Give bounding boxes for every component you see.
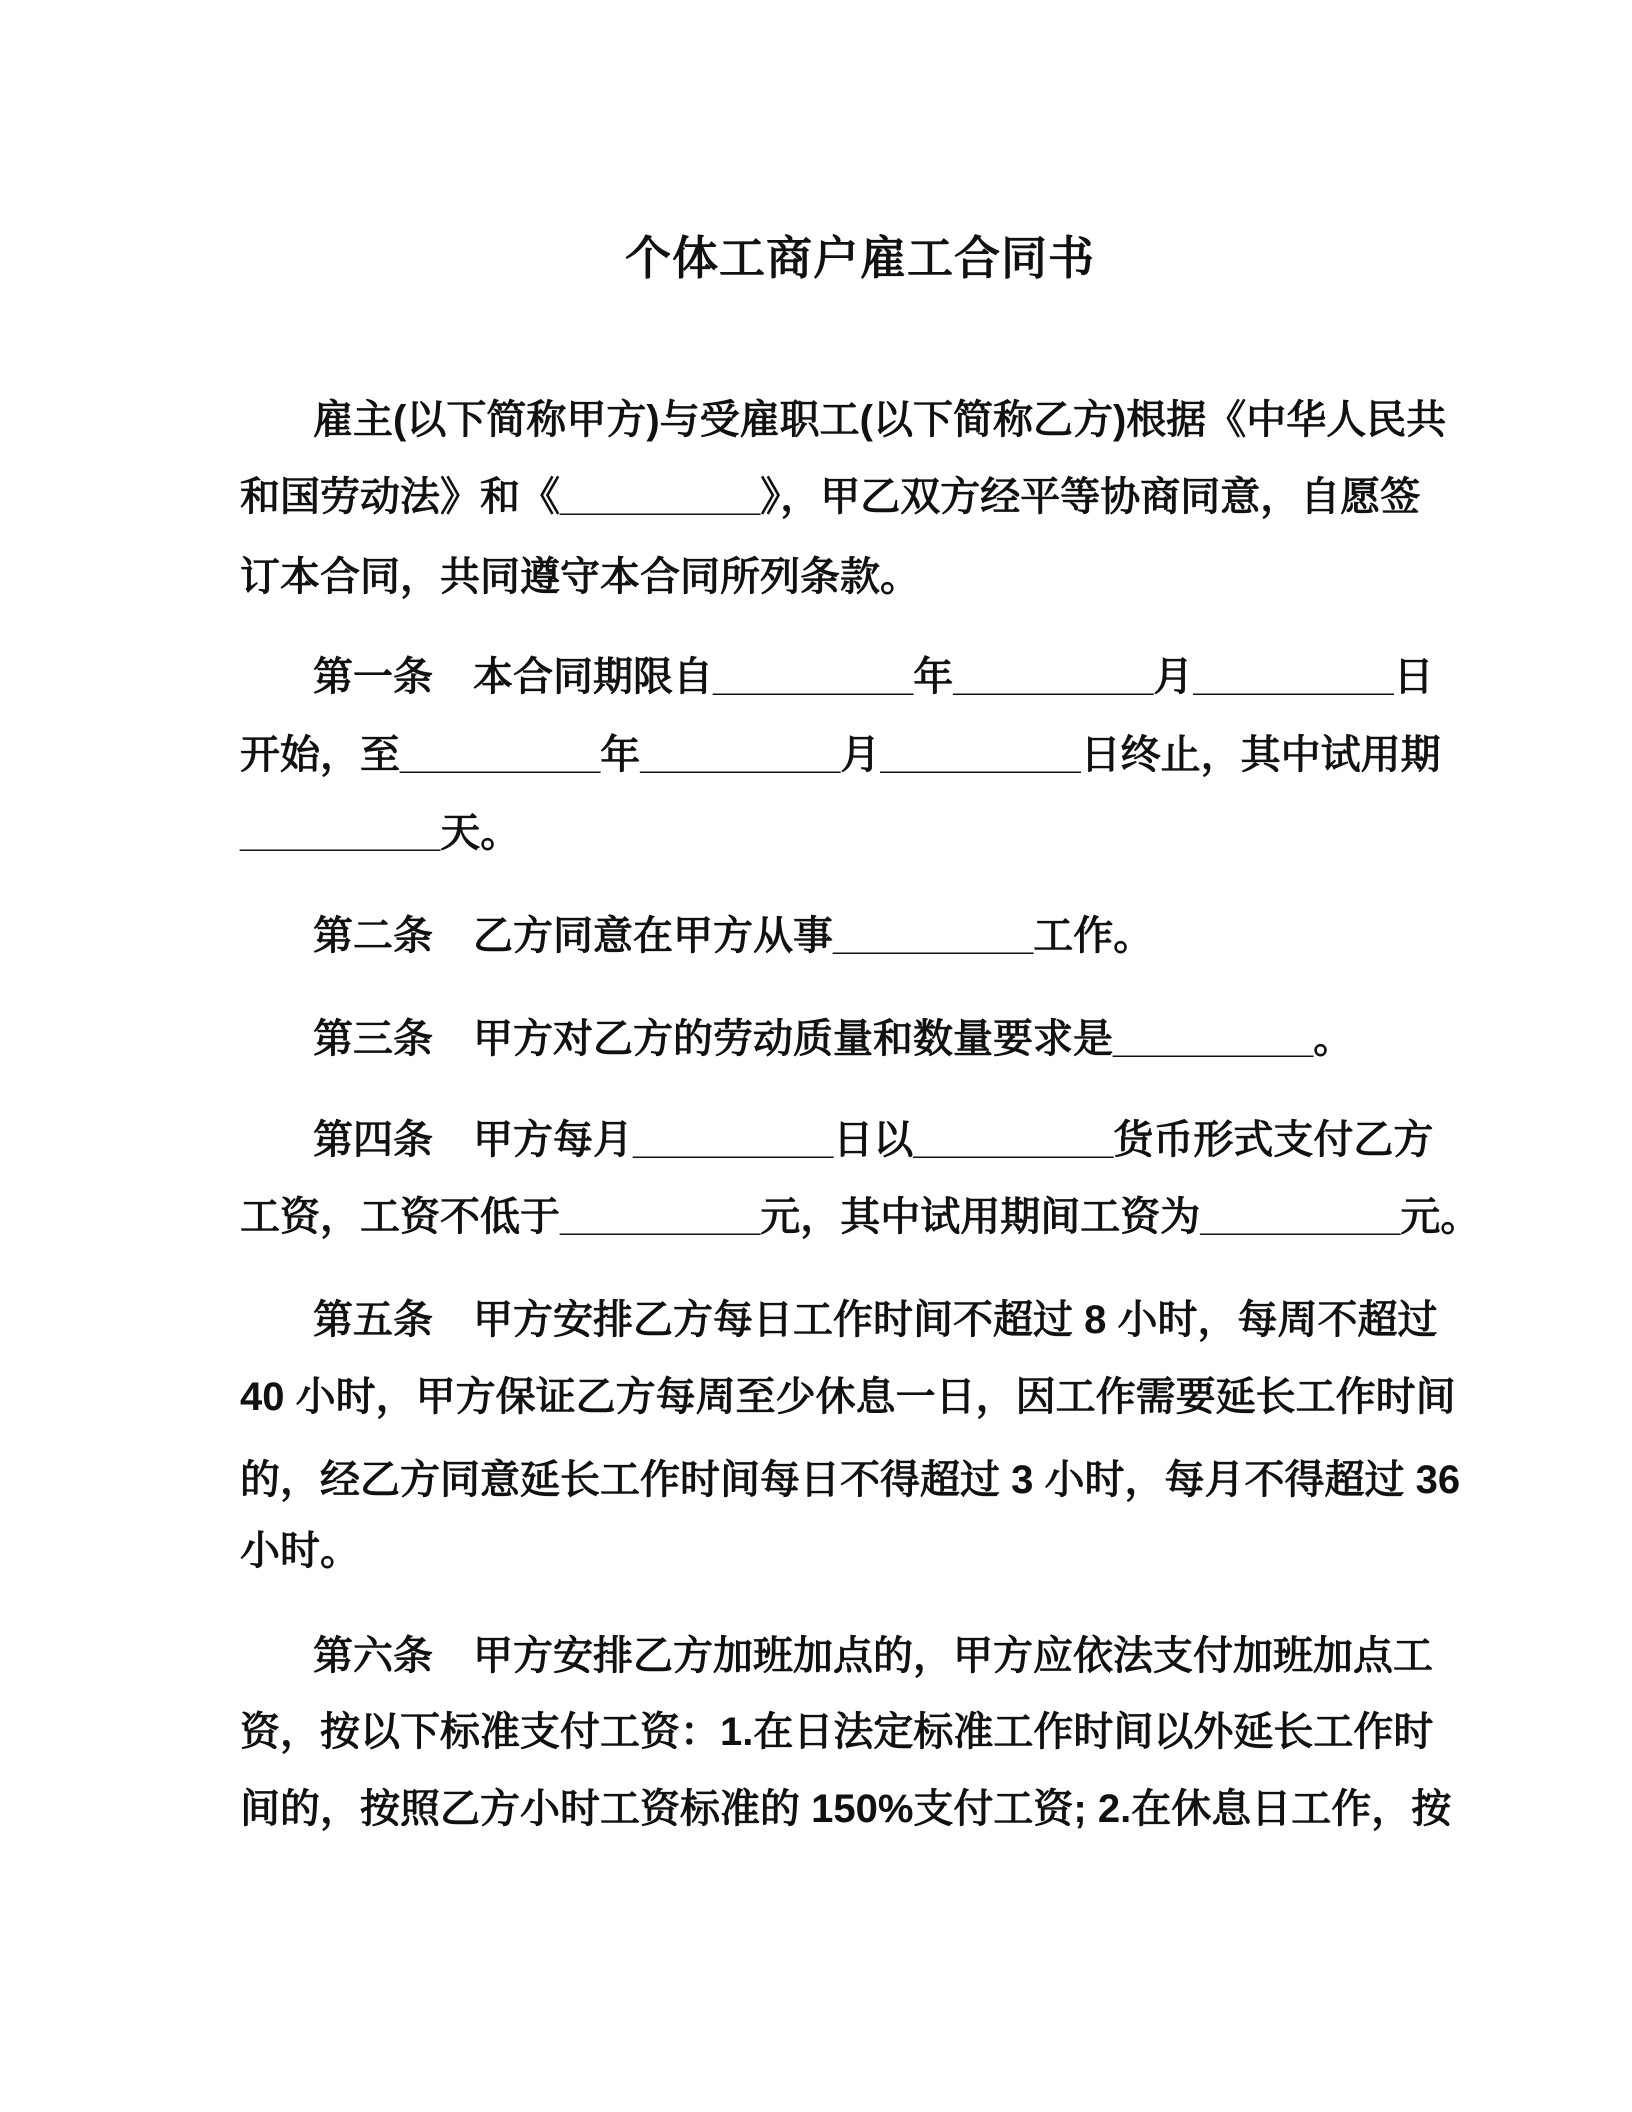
text-line: _________天。 [240, 811, 521, 855]
document-title: 个体工商户雇工合同书 [625, 232, 1095, 284]
text-line: 第四条 甲方每月_________日以_________货币形式支付乙方 [313, 1118, 1434, 1162]
text-line: 雇主(以下简称甲方)与受雇职工(以下简称乙方)根据《中华人民共 [313, 398, 1447, 442]
text-line: 第三条 甲方对乙方的劳动质量和数量要求是_________。 [313, 1017, 1354, 1061]
text-line: 工资，工资不低于_________元，其中试用期间工资为_________元。 [240, 1195, 1481, 1239]
text-line: 资，按以下标准支付工资：1.在日法定标准工作时间以外延长工作时 [240, 1710, 1434, 1754]
text-line: 小时。 [240, 1529, 360, 1573]
text-line: 间的，按照乙方小时工资标准的 150%支付工资; 2.在休息日工作，按 [240, 1787, 1452, 1831]
text-line: 的，经乙方同意延长工作时间每日不得超过 3 小时，每月不得超过 36 [240, 1458, 1461, 1502]
text-line: 第六条 甲方安排乙方加班加点的，甲方应依法支付加班加点工 [313, 1634, 1433, 1678]
text-line: 开始，至_________年_________月_________日终止，其中试用期 [240, 733, 1441, 777]
text-line: 40 小时，甲方保证乙方每周至少休息一日，因工作需要延长工作时间 [240, 1375, 1456, 1419]
text-line: 第一条 本合同期限自_________年_________月_________日 [313, 655, 1434, 699]
text-line: 第二条 乙方同意在甲方从事_________工作。 [313, 914, 1154, 958]
text-line: 第五条 甲方安排乙方每日工作时间不超过 8 小时，每周不超过 [313, 1298, 1438, 1342]
text-line: 和国劳动法》和《_________》，甲乙双方经平等协商同意，自愿签 [240, 475, 1421, 519]
text-line: 订本合同，共同遵守本合同所列条款。 [240, 555, 920, 599]
